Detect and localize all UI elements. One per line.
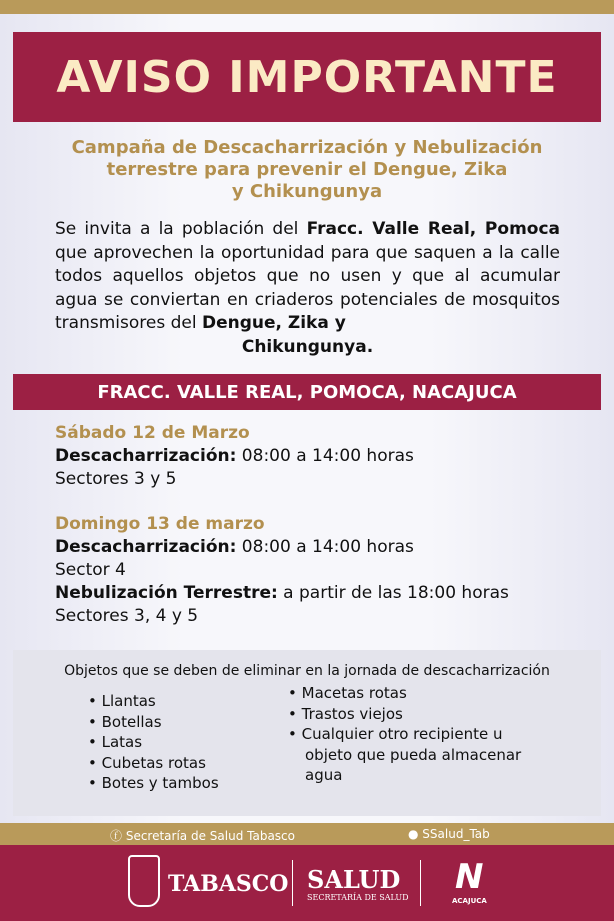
page-title: AVISO IMPORTANTE — [13, 32, 601, 122]
footer — [0, 845, 614, 921]
activity-time: 08:00 a 14:00 horas — [236, 537, 414, 557]
list-item: • Cualquier otro recipiente u — [288, 724, 521, 745]
list-item: • Botellas — [88, 712, 288, 733]
activity-time: a partir de las 18:00 horas — [277, 583, 509, 603]
day-heading: Sábado 12 de Marzo — [55, 423, 250, 443]
sectors: Sectores 3 y 5 — [55, 469, 177, 489]
objects-title: Objetos que se deben de eliminar en la jornada de descacharrización — [64, 663, 550, 679]
activity-label: Descacharrización: — [55, 446, 237, 466]
intro-diseases: Dengue, Zika y — [201, 313, 346, 333]
intro-disease: Chikungunya. — [241, 336, 374, 357]
facebook-icon: ⓕ — [110, 829, 126, 843]
list-item: • Llantas — [88, 691, 288, 712]
objects-box — [13, 650, 601, 816]
intro-part: que aprovechen la oportunidad para que saquen a la calle todos aquellos objetos que no usen y que al acumular agua se conviertan en criaderos potenciales de mosquitos transmisores del — [55, 242, 560, 333]
twitter-link[interactable] — [408, 827, 490, 841]
schedule-item — [55, 536, 575, 559]
nacajuca-logo: ACAJUCA — [452, 897, 487, 905]
schedule-item — [55, 445, 575, 468]
twitter-label: SSalud_Tab — [422, 827, 490, 841]
list-item-cont: objeto que pueda almacenar — [305, 745, 522, 764]
activity-label: Nebulización Terrestre: — [55, 583, 278, 603]
schedule — [55, 422, 575, 628]
activity-label: Descacharrización: — [55, 537, 237, 557]
list-item: • Botes y tambos — [88, 773, 288, 794]
sectors: Sector 4 — [55, 560, 126, 580]
twitter-icon: ● — [408, 827, 423, 841]
list-item: • Cubetas rotas — [88, 753, 288, 774]
subtitle-line: Campaña de Descacharrización y Nebulización — [71, 137, 543, 158]
intro-location: Fracc. Valle Real, Pomoca — [306, 219, 561, 239]
facebook-link[interactable] — [110, 827, 295, 844]
schedule-item — [55, 582, 575, 605]
subtitle-line: terrestre para prevenir el Dengue, Zika — [106, 159, 508, 180]
intro-part: Se invita a la población del — [55, 219, 307, 239]
location-banner: FRACC. VALLE REAL, POMOCA, NACAJUCA — [13, 374, 601, 410]
tabasco-logo: TABASCO — [168, 871, 289, 897]
list-item: • Trastos viejos — [288, 704, 521, 725]
list-item: • Latas — [88, 732, 288, 753]
social-bar — [0, 823, 614, 845]
salud-sublogo: SECRETARÍA DE SALUD — [307, 893, 409, 902]
top-gold-strip — [0, 0, 614, 14]
nacajuca-logo-icon: N — [455, 857, 484, 897]
objects-list-1 — [88, 691, 288, 794]
facebook-label: Secretaría de Salud Tabasco — [125, 829, 295, 843]
salud-logo: SALUD — [307, 865, 401, 894]
list-item: • Macetas rotas — [288, 683, 521, 704]
activity-time: 08:00 a 14:00 horas — [236, 446, 414, 466]
tabasco-seal-icon — [128, 855, 160, 907]
objects-list-2 — [288, 683, 521, 794]
intro-text — [55, 218, 560, 359]
subtitle-line: y Chikungunya — [231, 181, 383, 202]
campaign-subtitle — [20, 137, 594, 203]
list-item-cont: agua — [305, 766, 343, 784]
day-heading: Domingo 13 de marzo — [55, 514, 265, 534]
sectors: Sectores 3, 4 y 5 — [55, 606, 199, 626]
